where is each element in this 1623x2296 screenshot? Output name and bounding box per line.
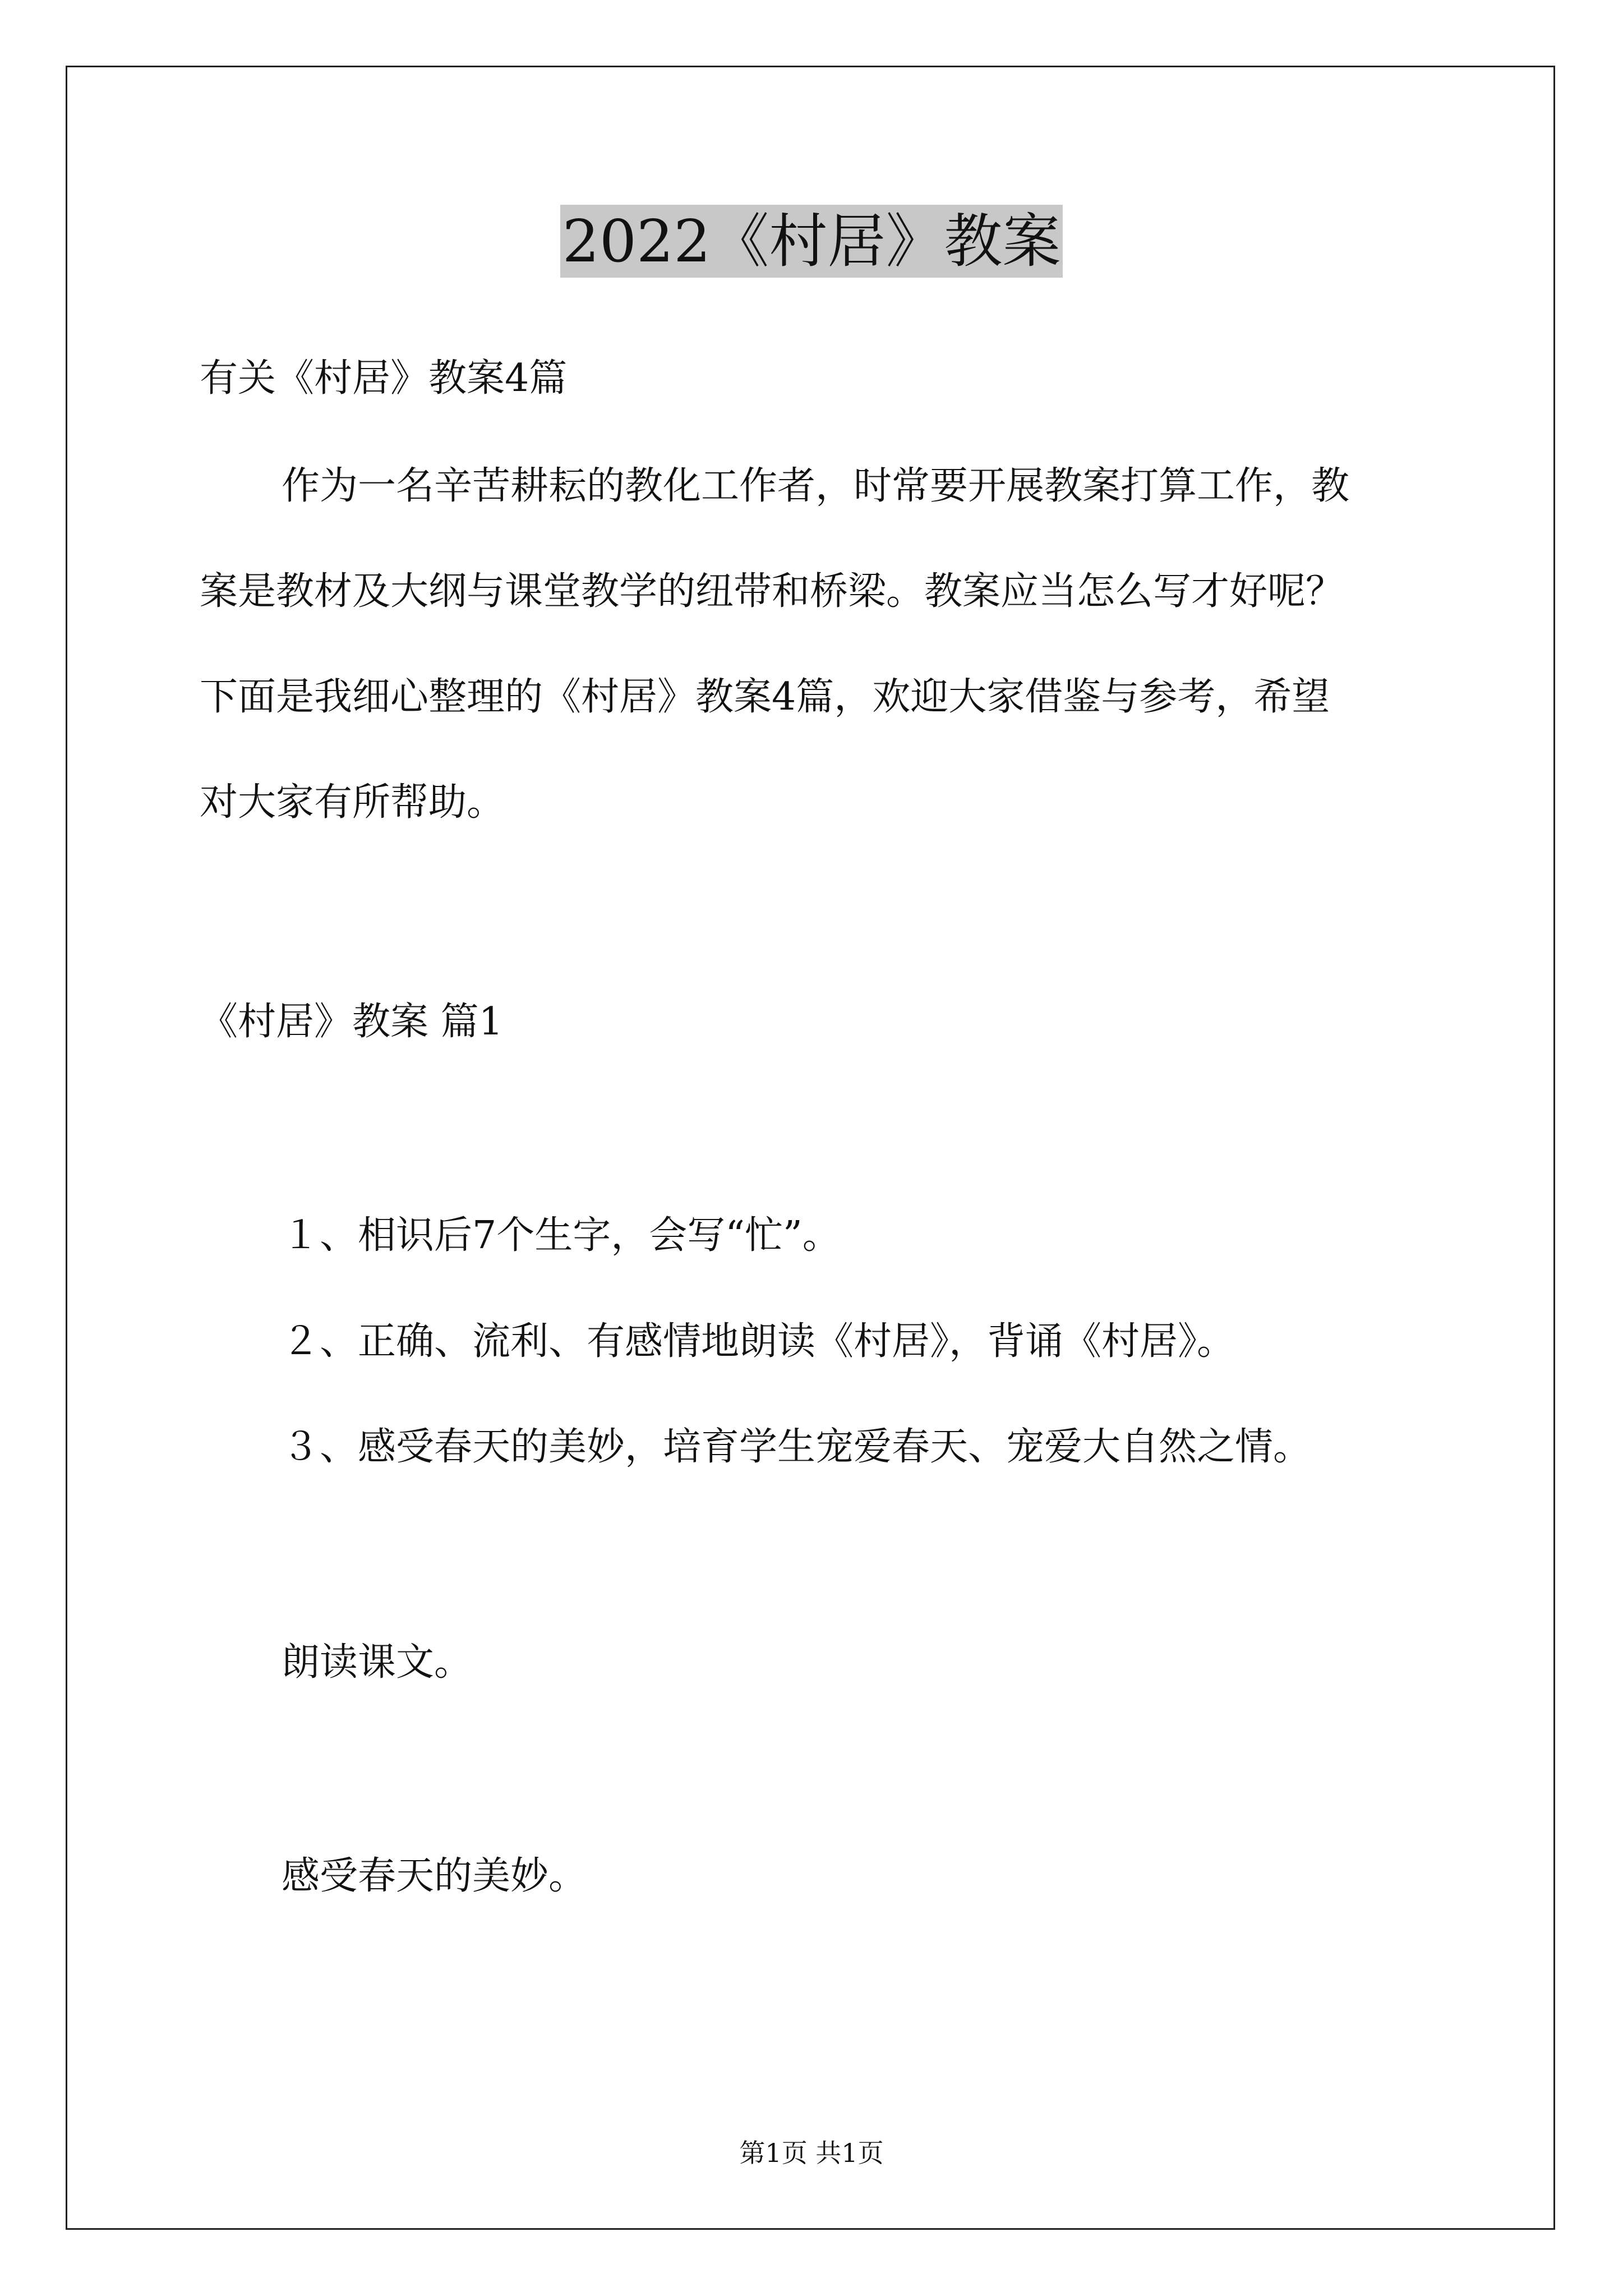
objective-item-2: ２、正确、流利、有感情地朗读《村居》，背诵《村居》。 (282, 1319, 1235, 1364)
intro-line-1: 作为一名辛苦耕耘的教化工作者，时常要开展教案打算工作，教 (282, 464, 1350, 508)
page-number-footer: 第1页 共1页 (739, 2138, 884, 2168)
key-point-text: 朗读课文。 (282, 1640, 473, 1685)
objective-item-3: ３、感受春天的美妙，培育学生宠爱春天、宠爱大自然之情。 (282, 1425, 1312, 1469)
section-heading: 《村居》教案 篇1 (200, 1000, 503, 1044)
document-title: 2022《村居》教案 (560, 205, 1063, 278)
intro-line-2: 案是教材及大纲与课堂教学的纽带和桥梁。教案应当怎么写才好呢？ (200, 569, 1344, 614)
intro-line-4: 对大家有所帮助。 (200, 780, 505, 825)
title-container (0, 205, 1623, 278)
document-subtitle: 有关《村居》教案4篇 (200, 356, 568, 401)
difficulty-text: 感受春天的美妙。 (282, 1854, 587, 1898)
intro-line-3: 下面是我细心整理的《村居》教案4篇，欢迎大家借鉴与参考，希望 (200, 675, 1330, 719)
objective-item-1: １、相识后7个生字，会写“忙”。 (282, 1213, 841, 1258)
